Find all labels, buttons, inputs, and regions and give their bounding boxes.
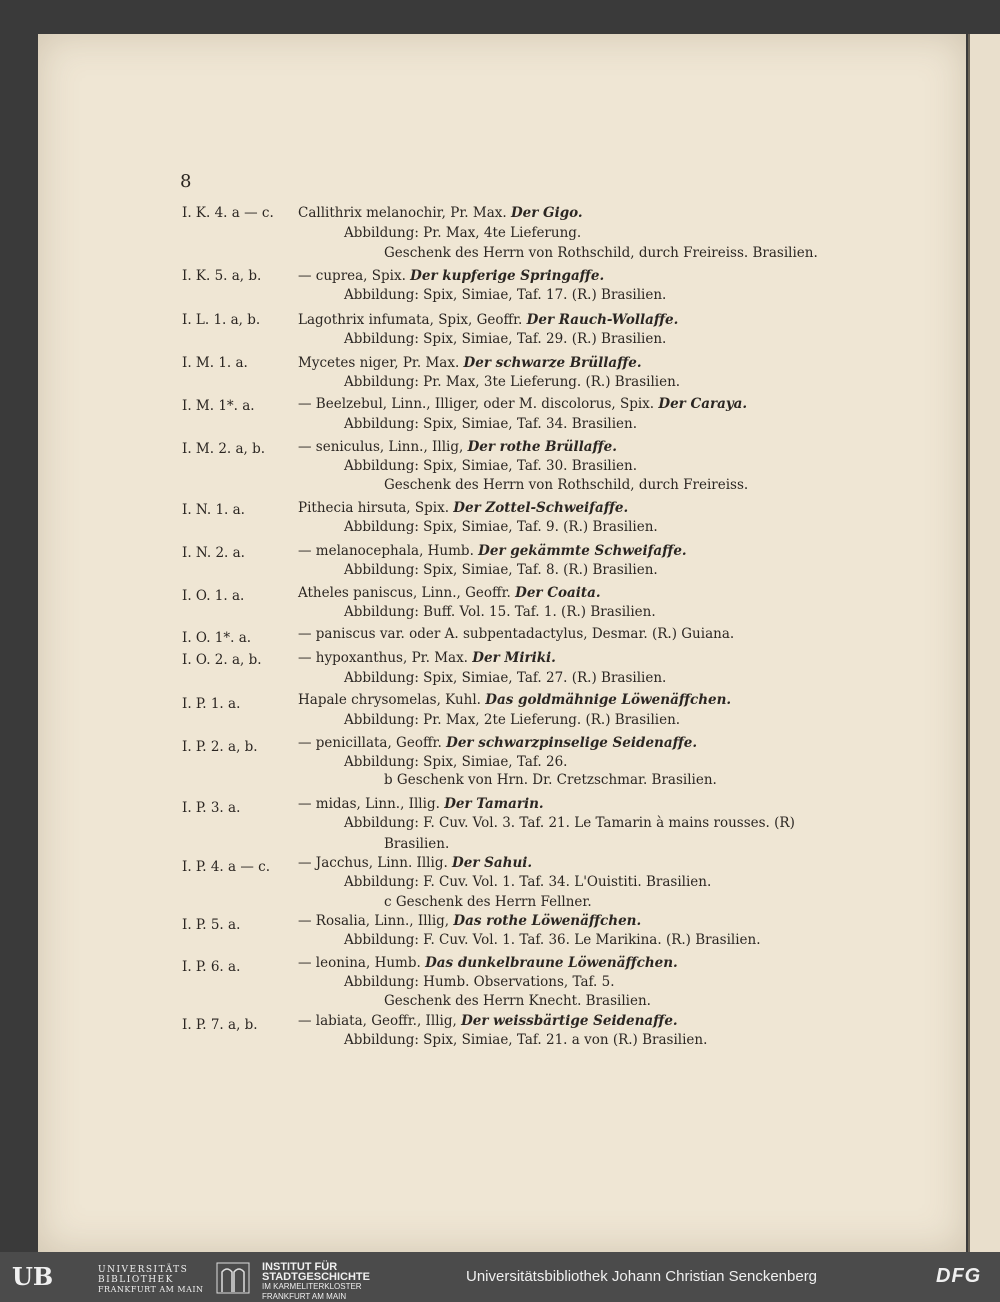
entry-extra: Geschenk des Herrn von Rothschild, durch Freireiss.: [384, 477, 749, 493]
entry-code: I. M. 1*. a.: [182, 398, 255, 414]
entry-abbildung: Abbildung: Pr. Max, 3te Lieferung. (R.) Brasilien.: [344, 374, 681, 390]
entry-abbildung: Abbildung: Spix, Simiae, Taf. 34. Brasilien.: [344, 416, 638, 432]
entry-extra: Geschenk des Herrn von Rothschild, durch Freireiss. Brasilien.: [384, 245, 818, 261]
entry-code: I. P. 5. a.: [182, 917, 241, 933]
isg-line2: STADTGESCHICHTE: [262, 1271, 370, 1283]
entry-code: I. O. 2. a, b.: [182, 652, 262, 668]
entry-name: — midas, Linn., Illig.: [298, 796, 440, 812]
entry-code: I. P. 4. a — c.: [182, 859, 271, 875]
entry-code: I. K. 5. a, b.: [182, 268, 262, 284]
entry-common-name: Der weissbärtige Seidenaffe.: [461, 1013, 678, 1029]
entry-abbildung: Abbildung: Pr. Max, 4te Lieferung.: [344, 225, 582, 241]
entry-common-name: Der rothe Brüllaffe.: [467, 439, 617, 455]
entry-name: — cuprea, Spix.: [298, 268, 406, 284]
entry-code: I. O. 1. a.: [182, 588, 245, 604]
page-number: 8: [180, 171, 192, 192]
entry-abbildung: Abbildung: Spix, Simiae, Taf. 17. (R.) Brasilien.: [344, 287, 667, 303]
dfg-logo[interactable]: DFG: [936, 1265, 982, 1287]
entry-name: Hapale chrysomelas, Kuhl.: [298, 692, 481, 708]
entry-extra: b Geschenk von Hrn. Dr. Cretzschmar. Brasilien.: [384, 772, 717, 788]
entry-code: I. P. 1. a.: [182, 696, 241, 712]
entry-code: I. K. 4. a — c.: [182, 205, 274, 221]
entry-extra: Brasilien.: [384, 836, 450, 852]
entry-common-name: Der Zottel-Schweifaffe.: [453, 500, 629, 516]
entry-code: I. N. 1. a.: [182, 502, 245, 518]
entry-name: Atheles paniscus, Linn., Geoffr.: [298, 585, 511, 601]
entry-extra: Geschenk des Herrn Knecht. Brasilien.: [384, 993, 651, 1009]
entry-name: — labiata, Geoffr., Illig,: [298, 1013, 457, 1029]
entry-extra: c Geschenk des Herrn Fellner.: [384, 894, 592, 910]
entry-abbildung: Abbildung: F. Cuv. Vol. 1. Taf. 34. L'Ouistiti. Brasilien.: [344, 874, 712, 890]
entry-abbildung: Abbildung: F. Cuv. Vol. 3. Taf. 21. Le Tamarin à mains rousses. (R): [344, 815, 795, 831]
ub-line1: UNIVERSITÄTS: [98, 1265, 189, 1275]
entry-common-name: Das rothe Löwenäffchen.: [453, 913, 642, 929]
entry-common-name: Der Caraya.: [658, 396, 748, 412]
entry-common-name: Das dunkelbraune Löwenäffchen.: [425, 955, 678, 971]
entry-code: I. N. 2. a.: [182, 545, 245, 561]
entry-common-name: Der schwarze Brüllaffe.: [463, 355, 642, 371]
entry-name: Lagothrix infumata, Spix, Geoffr.: [298, 312, 523, 328]
entry-abbildung: Abbildung: Spix, Simiae, Taf. 8. (R.) Brasilien.: [344, 562, 658, 578]
entry-common-name: Der Miriki.: [472, 650, 556, 666]
entry-common-name: Der kupferige Springaffe.: [410, 268, 605, 284]
isg-line1: INSTITUT FÜR: [262, 1261, 338, 1273]
entry-abbildung: Abbildung: Spix, Simiae, Taf. 9. (R.) Brasilien.: [344, 519, 658, 535]
entry-name: — seniculus, Linn., Illig,: [298, 439, 464, 455]
entry-code: I. P. 3. a.: [182, 800, 241, 816]
entry-name: — hypoxanthus, Pr. Max.: [298, 650, 468, 666]
entry-common-name: Der Tamarin.: [444, 796, 544, 812]
ub-logo[interactable]: UB: [12, 1262, 54, 1291]
entry-common-name: Der Gigo.: [510, 205, 583, 221]
entry-abbildung: Abbildung: Spix, Simiae, Taf. 30. Brasilien.: [344, 458, 638, 474]
entry-abbildung: Abbildung: F. Cuv. Vol. 1. Taf. 36. Le Marikina. (R.) Brasilien.: [344, 932, 761, 948]
entry-common-name: Der Sahui.: [452, 855, 533, 871]
entry-abbildung: Abbildung: Spix, Simiae, Taf. 29. (R.) Brasilien.: [344, 331, 667, 347]
entry-abbildung: Abbildung: Buff. Vol. 15. Taf. 1. (R.) Brasilien.: [344, 604, 656, 620]
entry-common-name: Der Coaita.: [515, 585, 601, 601]
entry-name: — leonina, Humb.: [298, 955, 421, 971]
entry-name: — Jacchus, Linn. Illig.: [298, 855, 448, 871]
entry-abbildung: Abbildung: Humb. Observations, Taf. 5.: [344, 974, 615, 990]
entry-common-name: Das goldmähnige Löwenäffchen.: [485, 692, 732, 708]
entry-name: Mycetes niger, Pr. Max.: [298, 355, 460, 371]
entry-abbildung: Abbildung: Spix, Simiae, Taf. 27. (R.) Brasilien.: [344, 670, 667, 686]
entry-code: I. P. 7. a, b.: [182, 1017, 258, 1033]
entry-code: I. L. 1. a, b.: [182, 312, 261, 328]
entry-name: — penicillata, Geoffr.: [298, 735, 442, 751]
entry-name: — Rosalia, Linn., Illig,: [298, 913, 450, 929]
ub-line3: FRANKFURT AM MAIN: [98, 1285, 204, 1294]
entry-name: — Beelzebul, Linn., Illiger, oder M. discolorus, Spix.: [298, 396, 655, 412]
entry-code: I. M. 1. a.: [182, 355, 248, 371]
footer-bar: [0, 1252, 1000, 1302]
entry-code: I. P. 6. a.: [182, 959, 241, 975]
entry-abbildung: Abbildung: Pr. Max, 2te Lieferung. (R.) Brasilien.: [344, 712, 681, 728]
institute-logo-icon[interactable]: [216, 1262, 250, 1294]
library-name[interactable]: Universitätsbibliothek Johann Christian Senckenberg: [466, 1268, 818, 1285]
entry-code: I. P. 2. a, b.: [182, 739, 258, 755]
entry-name: — melanocephala, Humb.: [298, 543, 474, 559]
entry-code: I. M. 2. a, b.: [182, 441, 266, 457]
ub-line2: BIBLIOTHEK: [98, 1275, 174, 1285]
entry-name: — paniscus var. oder A. subpentadactylus, Desmar. (R.) Guiana.: [298, 626, 735, 642]
isg-line4: FRANKFURT AM MAIN: [262, 1292, 347, 1301]
entry-common-name: Der Rauch-Wollaffe.: [526, 312, 679, 328]
entry-abbildung: Abbildung: Spix, Simiae, Taf. 21. a von (R.) Brasilien.: [344, 1032, 708, 1048]
entry-common-name: Der gekämmte Schweifaffe.: [478, 543, 687, 559]
isg-line3: IM KARMELITERKLOSTER: [262, 1282, 362, 1291]
entry-name: Callithrix melanochir, Pr. Max.: [298, 205, 507, 221]
entry-code: I. O. 1*. a.: [182, 630, 252, 646]
institute-logo-text: [262, 1262, 370, 1302]
entry-name: Pithecia hirsuta, Spix.: [298, 500, 449, 516]
entry-abbildung: Abbildung: Spix, Simiae, Taf. 26.: [344, 754, 568, 770]
adjacent-page-edge: [968, 34, 1000, 1252]
entry-common-name: Der schwarzpinselige Seidenaffe.: [446, 735, 698, 751]
ub-logo-text: [98, 1265, 204, 1295]
